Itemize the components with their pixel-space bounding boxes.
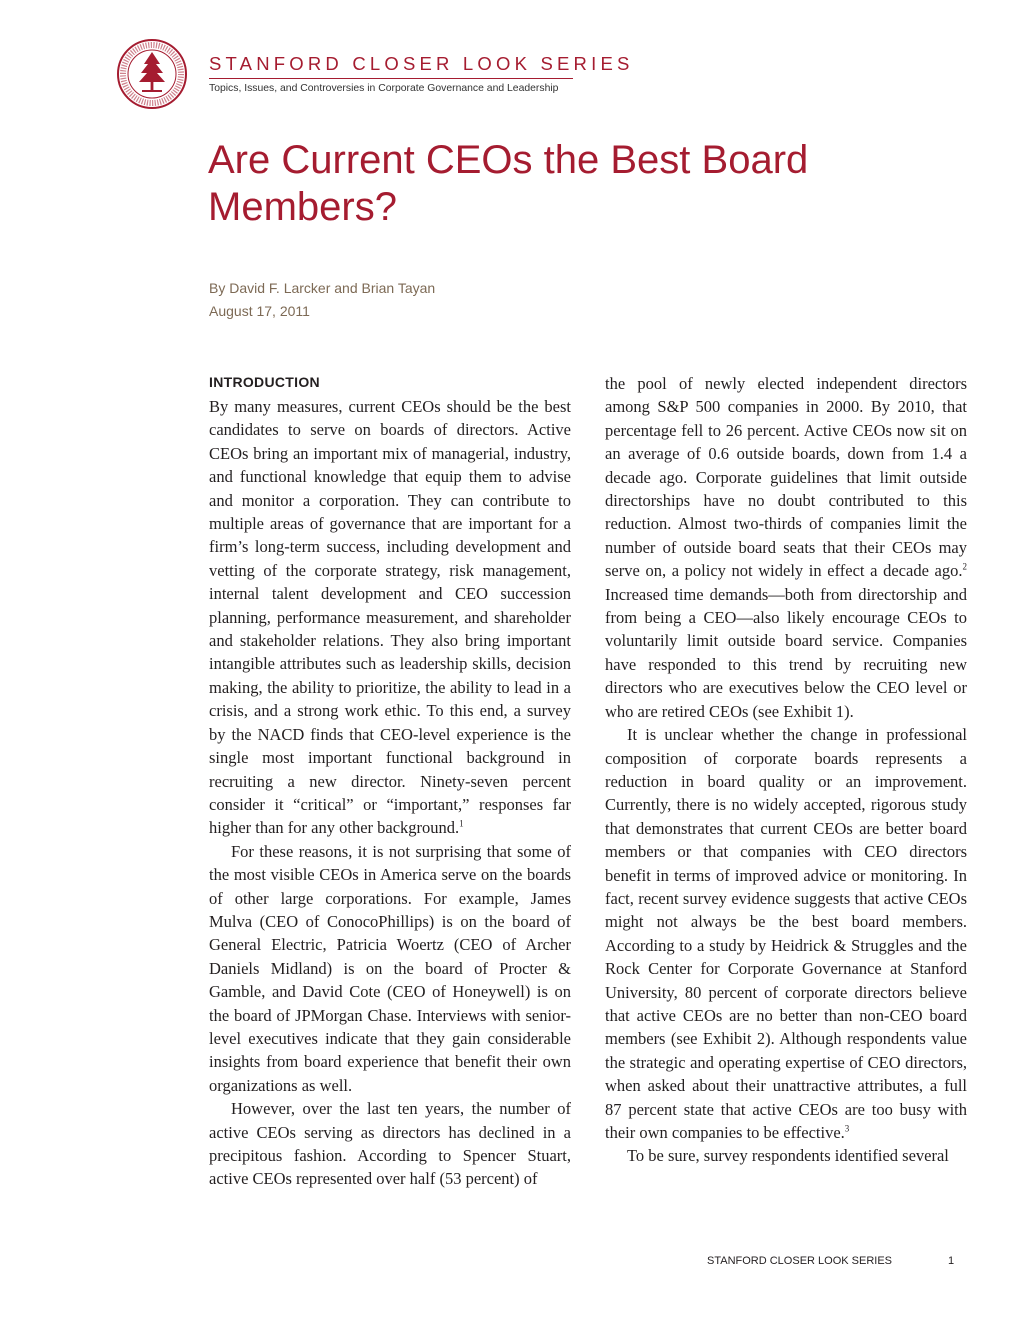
body-paragraph: For these reasons, it is not surprising that some of the most visible CEOs in America serve on the boards of other large corporations. For example, James Mulva (CEO of ConocoPhillips) is on the board of General Electric, Patricia Woertz (CEO of Archer Daniels Midland) is on the board of Procter & Gamble, and David Cote (CEO of Honeywell) is on the board of JPMorgan Chase. Interviews with senior-level executives indicate that they gain considerable insights from board experience that benefit their own organizations as well.: [209, 841, 571, 1095]
paragraph-text: the pool of newly elected independent directors among S&P 500 companies in 2000. By 2010, that percentage fell to 26 percent. Active CEOs now sit on an average of 0.6 outside boards, down from 1.4 a decade ago. Corporate guidelines that limit outside directorships have no doubt contributed to this reduction. Almost two-thirds of companies limit the number of outside board seats that their CEOs may serve on, a policy not widely in effect a decade ago.: [605, 374, 967, 581]
article-title: Are Current CEOs the Best Board Members?: [208, 138, 809, 229]
section-heading: INTRODUCTION: [209, 374, 320, 390]
footer-series-label: STANFORD CLOSER LOOK SERIES: [707, 1255, 893, 1267]
paragraph-text: It is unclear whether the change in professional composition of corporate boards represents a reduction in board quality or an improvement. Currently, there is no widely accepted, rigorous study that demonstrates that current CEOs are better board members or that companies with CEO directors benefit in terms of improved advice or monitoring. In fact, recent survey evidence suggests that active CEOs might not always be the best board members. According to a study by Heidrick & Struggles and the Rock Center for Corporate Governance at Stanford University, 80 percent of corporate directors believe that active CEOs are no better than non-CEO board members (see Exhibit 2). Although respondents value the strategic and operating expertise of CEO directors, when asked about their unattractive attributes, a full 87 percent state that active CEOs are too busy with their own companies to be effective.: [605, 725, 967, 1142]
footnote-marker: 3: [844, 1123, 850, 1134]
article-byline: By David F. Larcker and Brian Tayan: [209, 280, 436, 296]
article-date: August 17, 2011: [209, 303, 310, 319]
footnote-marker: 2: [962, 561, 967, 572]
body-paragraph: To be sure, survey respondents identified several: [627, 1146, 949, 1166]
series-title: STANFORD CLOSER LOOK SERIES: [209, 53, 634, 74]
footnote-marker: 1: [459, 818, 464, 829]
series-subtitle: Topics, Issues, and Controversies in Corporate Governance and Leadership: [209, 83, 559, 94]
paragraph-text: Increased time demands—both from directorship and from being a CEO—also likely encourage CEOs to voluntarily limit outside board service. Companies have responded to this trend by recruiting new directors who are executives below the CEO level or who are retired CEOs (see Exhibit 1).: [605, 584, 967, 721]
series-title-rule: [209, 78, 573, 79]
body-paragraph: [605, 372, 967, 723]
body-paragraph: [605, 723, 967, 1144]
paragraph-text: By many measures, current CEOs should be the best candidates to serve on boards of directors. Active CEOs bring an important mix of managerial, industry, and functional knowledge that equip them to advise and monitor a corporation. They can contribute to multiple areas of governance that are important for a firm’s long-term success, including development and vetting of the corporate strategy, risk management, internal talent development and CEO succession planning, performance measurement, and shareholder and stakeholder relations. They also bring important intangible attributes such as leadership skills, decision making, the ability to prioritize, the ability to lead in a crisis, and a strong work ethic. To this end, a survey by the NACD finds that CEO-level experience is the single most important functional background in recruiting a new director. Ninety-seven percent consider it “critical” or “important,” responses far higher than for any other background.: [209, 397, 571, 838]
body-paragraph: However, over the last ten years, the number of active CEOs serving as directors has declined in a precipitous fashion. According to Spencer Stuart, active CEOs represented over half (53 percent) of: [209, 1099, 571, 1189]
body-paragraph: [209, 395, 571, 840]
left-column: [209, 372, 571, 1191]
page-number: 1: [948, 1255, 955, 1267]
stanford-seal-icon: [116, 38, 188, 110]
right-column: [605, 372, 967, 1168]
